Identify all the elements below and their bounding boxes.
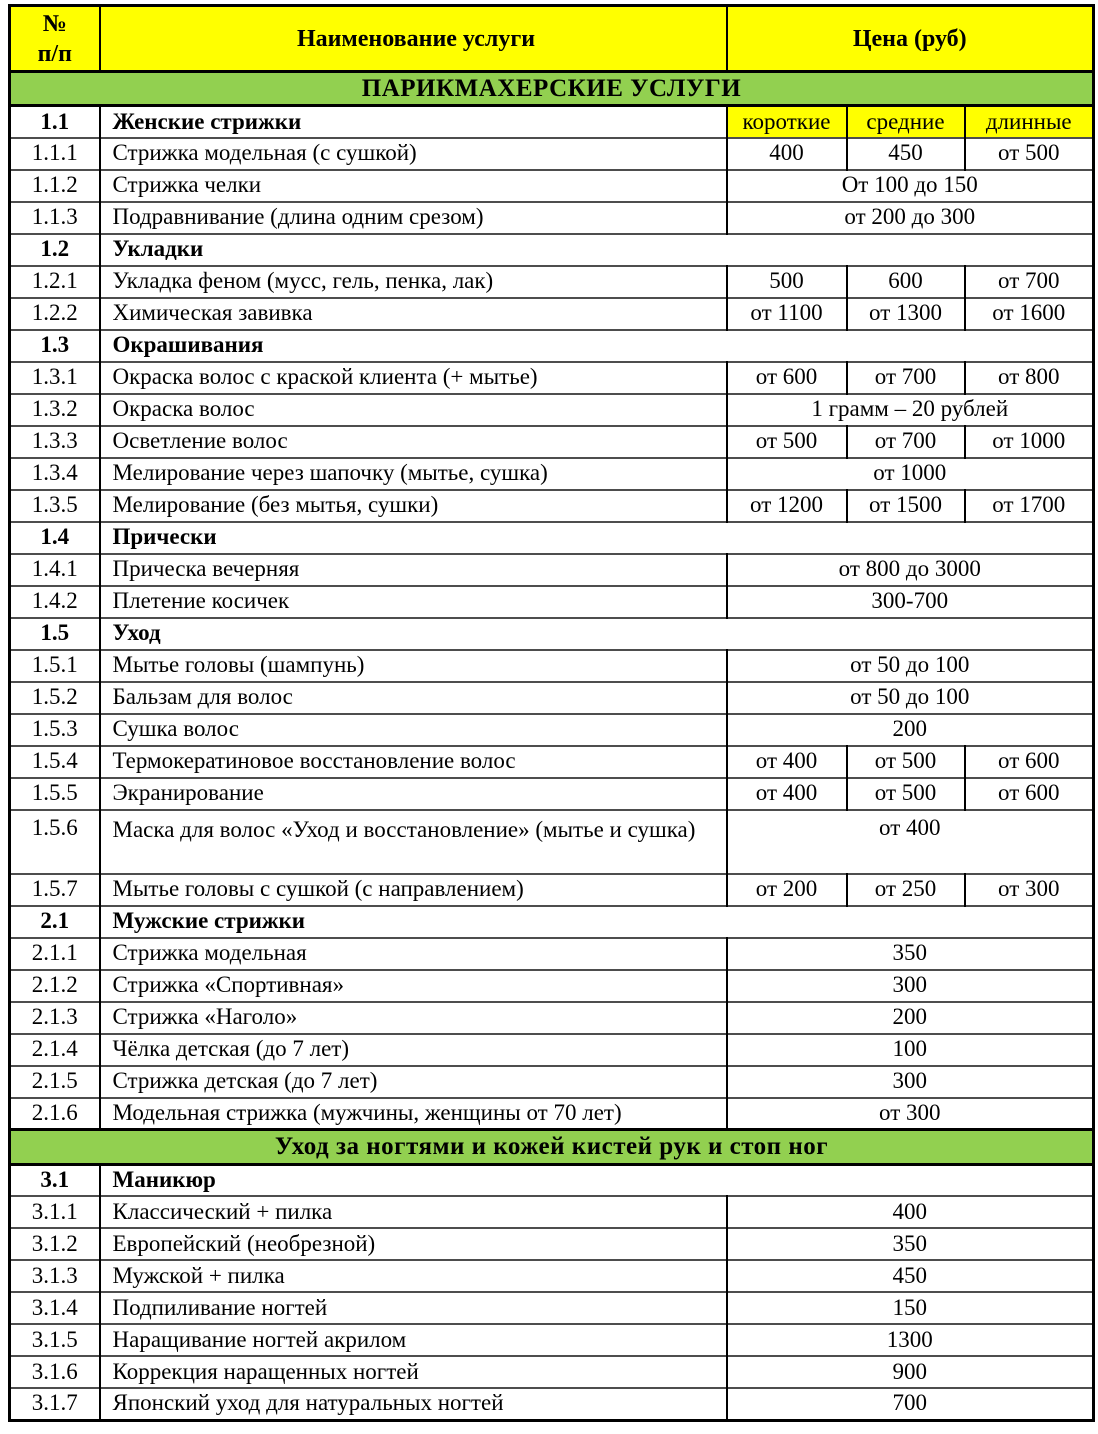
- service-row: [10, 714, 1094, 746]
- price-value: 300: [727, 1066, 1094, 1098]
- number-header-bottom: п/п: [37, 40, 72, 67]
- group-name: Маникюр: [100, 1164, 1094, 1196]
- row-number: 2.1: [10, 906, 100, 938]
- length-header-short: короткие: [727, 106, 847, 138]
- price-medium: от 500: [847, 746, 965, 778]
- price-long: от 1700: [965, 490, 1094, 522]
- service-row: [10, 938, 1094, 970]
- price-short: от 500: [727, 426, 847, 458]
- row-number: 3.1.6: [10, 1356, 100, 1388]
- service-name: Японский уход для натуральных ногтей: [100, 1388, 727, 1420]
- price-short: 500: [727, 266, 847, 298]
- group-row: [10, 618, 1094, 650]
- service-name: Стрижка челки: [100, 170, 727, 202]
- length-header-medium: средние: [847, 106, 965, 138]
- price-long: от 1000: [965, 426, 1094, 458]
- price-value: 150: [727, 1292, 1094, 1324]
- price-medium: от 250: [847, 874, 965, 906]
- service-row: [10, 170, 1094, 202]
- group-name: Уход: [100, 618, 1094, 650]
- service-name: Стрижка модельная: [100, 938, 727, 970]
- price-value: от 50 до 100: [727, 682, 1094, 714]
- price-value: от 300: [727, 1098, 1094, 1130]
- row-number: 1.5.4: [10, 746, 100, 778]
- service-row: [10, 394, 1094, 426]
- price-value: от 50 до 100: [727, 650, 1094, 682]
- service-row: [10, 362, 1094, 394]
- price-long: от 700: [965, 266, 1094, 298]
- service-name: Плетение косичек: [100, 586, 727, 618]
- service-name: Осветление волос: [100, 426, 727, 458]
- row-number: 1.5.6: [10, 810, 100, 874]
- table-header-row: [10, 6, 1094, 72]
- group-row: [10, 906, 1094, 938]
- service-row: [10, 650, 1094, 682]
- price-medium: от 700: [847, 426, 965, 458]
- group-row: [10, 1164, 1094, 1196]
- service-name: Мытье головы с сушкой (с направлением): [100, 874, 727, 906]
- service-name: Экранирование: [100, 778, 727, 810]
- row-number: 2.1.4: [10, 1034, 100, 1066]
- price-long: от 600: [965, 778, 1094, 810]
- service-row: [10, 202, 1094, 234]
- service-row: [10, 1002, 1094, 1034]
- service-name: Сушка волос: [100, 714, 727, 746]
- service-row: [10, 970, 1094, 1002]
- service-row: [10, 1034, 1094, 1066]
- price-value: 300: [727, 970, 1094, 1002]
- section-title-text: Уход за ногтями и кожей кистей рук и стоп ног: [10, 1130, 1094, 1164]
- service-name: Стрижка «Спортивная»: [100, 970, 727, 1002]
- group-name: Женские стрижки: [100, 106, 727, 138]
- row-number: 1.5.5: [10, 778, 100, 810]
- price-short: 400: [727, 138, 847, 170]
- row-number: 1.1.1: [10, 138, 100, 170]
- row-number: 3.1.3: [10, 1260, 100, 1292]
- service-column-header: Наименование услуги: [100, 6, 727, 72]
- service-row: [10, 682, 1094, 714]
- price-medium: от 700: [847, 362, 965, 394]
- group-row: [10, 234, 1094, 266]
- service-name: Стрижка модельная (с сушкой): [100, 138, 727, 170]
- service-row: [10, 490, 1094, 522]
- service-name: Укладка феном (мусс, гель, пенка, лак): [100, 266, 727, 298]
- service-name: Маска для волос «Уход и восстановление» (мытье и сушка): [100, 810, 727, 874]
- price-value: 350: [727, 1228, 1094, 1260]
- section-title-hairdressing: [10, 72, 1094, 106]
- price-short: от 1200: [727, 490, 847, 522]
- price-value: 700: [727, 1388, 1094, 1420]
- service-name: Наращивание ногтей акрилом: [100, 1324, 727, 1356]
- group-row: [10, 330, 1094, 362]
- row-number: 2.1.2: [10, 970, 100, 1002]
- service-name: Бальзам для волос: [100, 682, 727, 714]
- price-short: от 200: [727, 874, 847, 906]
- group-name: Укладки: [100, 234, 1094, 266]
- row-number: 1.5.1: [10, 650, 100, 682]
- group-name: Окрашивания: [100, 330, 1094, 362]
- price-medium: от 1300: [847, 298, 965, 330]
- price-long: от 600: [965, 746, 1094, 778]
- number-column-header: [10, 6, 100, 72]
- price-value: от 200 до 300: [727, 202, 1094, 234]
- price-value: От 100 до 150: [727, 170, 1094, 202]
- price-value: 100: [727, 1034, 1094, 1066]
- price-short: от 600: [727, 362, 847, 394]
- row-number: 3.1.2: [10, 1228, 100, 1260]
- price-medium: 600: [847, 266, 965, 298]
- service-row: [10, 1098, 1094, 1130]
- service-row: [10, 458, 1094, 490]
- service-row: [10, 1260, 1094, 1292]
- service-row: [10, 554, 1094, 586]
- section-title-text: ПАРИКМАХЕРСКИЕ УСЛУГИ: [10, 72, 1094, 106]
- service-row: [10, 874, 1094, 906]
- service-row: [10, 298, 1094, 330]
- row-number: 1.4.1: [10, 554, 100, 586]
- service-row: [10, 586, 1094, 618]
- price-value: 1300: [727, 1324, 1094, 1356]
- service-name: Окраска волос с краской клиента (+ мытье): [100, 362, 727, 394]
- price-value: 450: [727, 1260, 1094, 1292]
- group-row: [10, 106, 1094, 138]
- price-value: 900: [727, 1356, 1094, 1388]
- service-name: Мужской + пилка: [100, 1260, 727, 1292]
- price-medium: 450: [847, 138, 965, 170]
- row-number: 1.1: [10, 106, 100, 138]
- service-row: [10, 266, 1094, 298]
- price-value: 400: [727, 1196, 1094, 1228]
- service-row: [10, 1388, 1094, 1420]
- row-number: 1.3: [10, 330, 100, 362]
- price-column-header: Цена (руб): [727, 6, 1094, 72]
- service-name: Подпиливание ногтей: [100, 1292, 727, 1324]
- row-number: 3.1.1: [10, 1196, 100, 1228]
- service-row: [10, 426, 1094, 458]
- service-row: [10, 1292, 1094, 1324]
- row-number: 1.1.3: [10, 202, 100, 234]
- row-number: 1.1.2: [10, 170, 100, 202]
- row-number: 1.2.1: [10, 266, 100, 298]
- row-number: 3.1.5: [10, 1324, 100, 1356]
- price-value: от 1000: [727, 458, 1094, 490]
- service-name: Подравнивание (длина одним срезом): [100, 202, 727, 234]
- service-name: Окраска волос: [100, 394, 727, 426]
- service-name: Чёлка детская (до 7 лет): [100, 1034, 727, 1066]
- service-row: [10, 1196, 1094, 1228]
- section-title-nails: [10, 1130, 1094, 1164]
- row-number: 3.1: [10, 1164, 100, 1196]
- row-number: 1.5: [10, 618, 100, 650]
- row-number: 2.1.5: [10, 1066, 100, 1098]
- service-row: [10, 810, 1094, 874]
- price-short: от 400: [727, 746, 847, 778]
- service-row: [10, 1356, 1094, 1388]
- price-value: от 400: [727, 810, 1094, 874]
- length-header-long: длинные: [965, 106, 1094, 138]
- service-name: Модельная стрижка (мужчины, женщины от 70 лет): [100, 1098, 727, 1130]
- price-long: от 500: [965, 138, 1094, 170]
- row-number: 1.5.2: [10, 682, 100, 714]
- service-name: Классический + пилка: [100, 1196, 727, 1228]
- group-name: Прически: [100, 522, 1094, 554]
- service-name: Стрижка детская (до 7 лет): [100, 1066, 727, 1098]
- price-table: [8, 4, 1095, 1422]
- price-short: от 1100: [727, 298, 847, 330]
- service-row: [10, 138, 1094, 170]
- service-row: [10, 1066, 1094, 1098]
- row-number: 1.2.2: [10, 298, 100, 330]
- service-name: Термокератиновое восстановление волос: [100, 746, 727, 778]
- row-number: 1.3.5: [10, 490, 100, 522]
- service-row: [10, 1324, 1094, 1356]
- row-number: 1.3.1: [10, 362, 100, 394]
- service-row: [10, 746, 1094, 778]
- price-value: 1 грамм – 20 рублей: [727, 394, 1094, 426]
- service-name: Стрижка «Наголо»: [100, 1002, 727, 1034]
- price-short: от 400: [727, 778, 847, 810]
- row-number: 1.2: [10, 234, 100, 266]
- price-medium: от 500: [847, 778, 965, 810]
- price-value: 200: [727, 714, 1094, 746]
- service-name: Мытье головы (шампунь): [100, 650, 727, 682]
- service-name: Мелирование (без мытья, сушки): [100, 490, 727, 522]
- service-name: Коррекция наращенных ногтей: [100, 1356, 727, 1388]
- group-name: Мужские стрижки: [100, 906, 1094, 938]
- group-row: [10, 522, 1094, 554]
- price-medium: от 1500: [847, 490, 965, 522]
- row-number: 1.3.2: [10, 394, 100, 426]
- service-name: Химическая завивка: [100, 298, 727, 330]
- service-name: Прическа вечерняя: [100, 554, 727, 586]
- price-long: от 800: [965, 362, 1094, 394]
- row-number: 2.1.1: [10, 938, 100, 970]
- price-long: от 1600: [965, 298, 1094, 330]
- service-name: Европейский (необрезной): [100, 1228, 727, 1260]
- row-number: 1.4.2: [10, 586, 100, 618]
- price-value: 300-700: [727, 586, 1094, 618]
- price-value: от 800 до 3000: [727, 554, 1094, 586]
- row-number: 3.1.7: [10, 1388, 100, 1420]
- number-header-top: №: [42, 10, 67, 37]
- price-long: от 300: [965, 874, 1094, 906]
- price-value: 350: [727, 938, 1094, 970]
- price-value: 200: [727, 1002, 1094, 1034]
- row-number: 2.1.3: [10, 1002, 100, 1034]
- service-row: [10, 778, 1094, 810]
- row-number: 1.5.7: [10, 874, 100, 906]
- service-row: [10, 1228, 1094, 1260]
- row-number: 2.1.6: [10, 1098, 100, 1130]
- row-number: 1.3.4: [10, 458, 100, 490]
- row-number: 3.1.4: [10, 1292, 100, 1324]
- row-number: 1.5.3: [10, 714, 100, 746]
- row-number: 1.4: [10, 522, 100, 554]
- service-name: Мелирование через шапочку (мытье, сушка): [100, 458, 727, 490]
- row-number: 1.3.3: [10, 426, 100, 458]
